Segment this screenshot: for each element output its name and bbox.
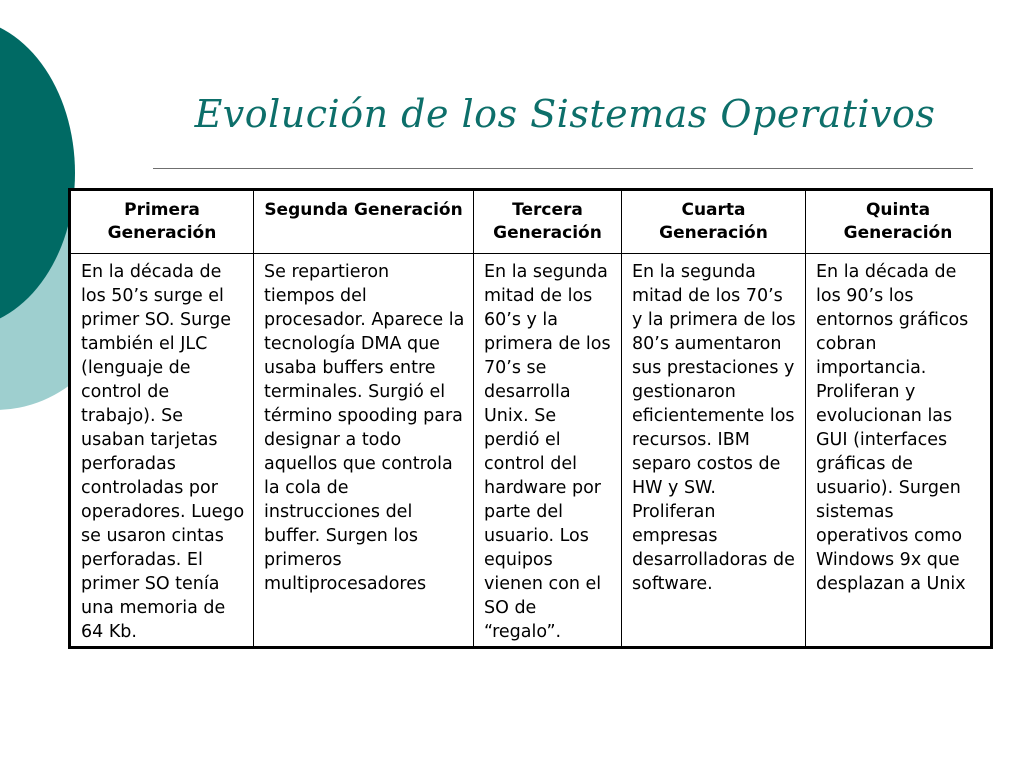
header-quinta-generacion: Quinta Generación <box>806 190 992 254</box>
cell-cuarta-generacion: En la segunda mitad de los 70’s y la primera de los 80’s aumentaron sus prestaciones y gestionaron eficientemente los recursos. IBM separo costos de HW y SW. Proliferan empresas desarrolladoras de software. <box>622 254 806 648</box>
slide-title: Evolución de los Sistemas Operativos <box>194 92 936 136</box>
title-divider <box>153 168 973 169</box>
cell-tercera-generacion: En la segunda mitad de los 60’s y la primera de los 70’s se desarrolla Unix. Se perdió el control del hardware por parte del usuario. Los equipos vienen con el SO de “regalo”. <box>474 254 622 648</box>
cell-primera-generacion: En la década de los 50’s surge el primer SO. Surge también el JLC (lenguaje de control de trabajo). Se usaban tarjetas perforadas controladas por operadores. Luego se usaron cintas perforadas. El primer SO tenía una memoria de 64 Kb. <box>70 254 254 648</box>
cell-quinta-generacion: En la década de los 90’s los entornos gráficos cobran importancia. Proliferan y evolucionan las GUI (interfaces gráficas de usuario). Surgen sistemas operativos como Windows 9x que desplazan a Unix <box>806 254 992 648</box>
header-cuarta-generacion: Cuarta Generación <box>622 190 806 254</box>
header-segunda-generacion: Segunda Generación <box>254 190 474 254</box>
table-row <box>70 254 992 648</box>
cell-segunda-generacion: Se repartieron tiempos del procesador. Aparece la tecnología DMA que usaba buffers entre terminales. Surgió el término spooding para designar a todo aquellos que controla la cola de instrucciones del buffer. Surgen los primeros multiprocesadores <box>254 254 474 648</box>
header-primera-generacion: Primera Generación <box>70 190 254 254</box>
table-header-row <box>70 190 992 254</box>
header-tercera-generacion: Tercera Generación <box>474 190 622 254</box>
generations-table <box>68 188 993 649</box>
